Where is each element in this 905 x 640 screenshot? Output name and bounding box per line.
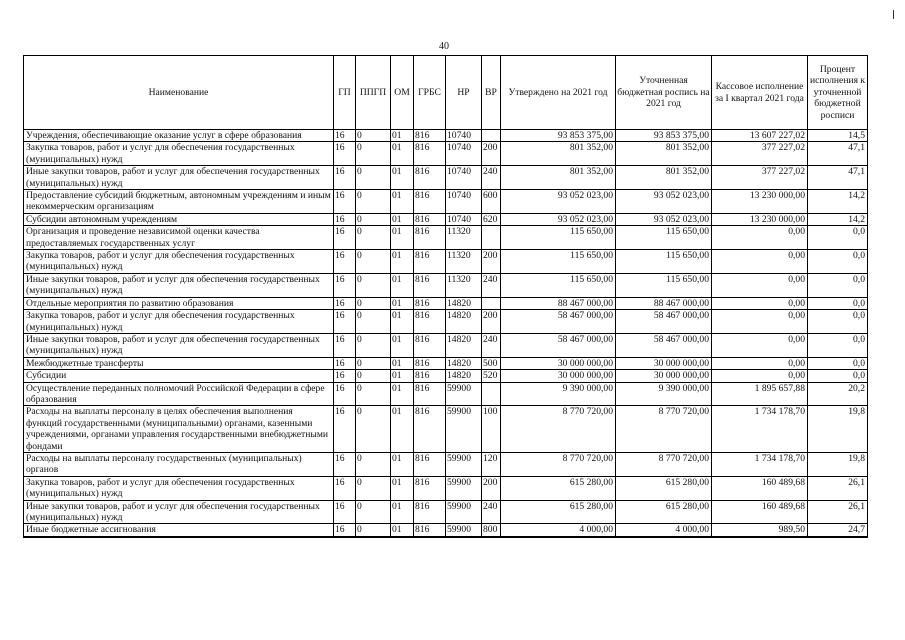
table-row (24, 142, 868, 166)
cell-grbs: 816 (414, 250, 446, 274)
cell-percent: 0,0 (808, 250, 868, 274)
cell-nr: 59900 (446, 406, 482, 453)
table-row (24, 370, 868, 382)
table-row (24, 382, 868, 406)
cell-ppgp: 0 (356, 476, 391, 500)
table-row (24, 500, 868, 524)
cell-refined: 615 280,00 (616, 500, 712, 524)
header-approved: Утверждено на 2021 год (501, 56, 616, 130)
cell-gp: 16 (334, 130, 356, 142)
cell-cash: 0,00 (712, 333, 808, 357)
cell-refined: 9 390 000,00 (616, 382, 712, 406)
cell-grbs: 816 (414, 226, 446, 250)
cell-gp: 16 (334, 357, 356, 369)
cell-ppgp: 0 (356, 452, 391, 476)
table-row (24, 226, 868, 250)
cell-cash: 13 230 000,00 (712, 190, 808, 214)
cell-om: 01 (391, 166, 414, 190)
cell-om: 01 (391, 333, 414, 357)
cell-vr (482, 130, 501, 142)
cell-percent: 14,2 (808, 190, 868, 214)
cell-approved: 93 052 023,00 (501, 190, 616, 214)
cell-cash: 160 489,68 (712, 500, 808, 524)
cell-grbs: 816 (414, 370, 446, 382)
cell-cash: 1 734 178,70 (712, 406, 808, 453)
cell-approved: 58 467 000,00 (501, 310, 616, 334)
cell-ppgp: 0 (356, 142, 391, 166)
cell-refined: 115 650,00 (616, 226, 712, 250)
cell-nr: 10740 (446, 166, 482, 190)
cell-name: Учреждения, обеспечивающие оказание услуг в сфере образования (24, 130, 334, 142)
table-row (24, 273, 868, 297)
cell-name: Закупка товаров, работ и услуг для обеспечения государственных (муниципальных) нужд (24, 250, 334, 274)
cell-vr (482, 297, 501, 309)
header-gp: ГП (334, 56, 356, 130)
cell-vr: 240 (482, 273, 501, 297)
cell-nr: 59900 (446, 476, 482, 500)
cell-approved: 115 650,00 (501, 226, 616, 250)
cell-grbs: 816 (414, 382, 446, 406)
cell-refined: 30 000 000,00 (616, 357, 712, 369)
cell-name: Межбюджетные трансферты (24, 357, 334, 369)
cell-grbs: 816 (414, 213, 446, 225)
cell-ppgp: 0 (356, 333, 391, 357)
cell-approved: 8 770 720,00 (501, 406, 616, 453)
cell-om: 01 (391, 142, 414, 166)
cell-percent: 14,5 (808, 130, 868, 142)
table-row (24, 406, 868, 453)
cell-gp: 16 (334, 142, 356, 166)
page-number: 40 (439, 41, 449, 52)
cell-ppgp: 0 (356, 406, 391, 453)
cell-nr: 59900 (446, 382, 482, 406)
cell-refined: 801 352,00 (616, 166, 712, 190)
table-row (24, 310, 868, 334)
table-row (24, 213, 868, 225)
cell-percent: 47,1 (808, 142, 868, 166)
cell-grbs: 816 (414, 452, 446, 476)
header-vr: ВР (482, 56, 501, 130)
cell-vr: 240 (482, 500, 501, 524)
cell-percent: 26,1 (808, 500, 868, 524)
cell-nr: 14820 (446, 310, 482, 334)
header-grbs: ГРБС (414, 56, 446, 130)
cell-approved: 615 280,00 (501, 500, 616, 524)
cell-gp: 16 (334, 382, 356, 406)
cell-approved: 9 390 000,00 (501, 382, 616, 406)
cell-gp: 16 (334, 213, 356, 225)
cell-om: 01 (391, 226, 414, 250)
cell-grbs: 816 (414, 310, 446, 334)
cell-approved: 8 770 720,00 (501, 452, 616, 476)
cell-refined: 58 467 000,00 (616, 310, 712, 334)
cell-gp: 16 (334, 500, 356, 524)
cell-grbs: 816 (414, 130, 446, 142)
cell-ppgp: 0 (356, 226, 391, 250)
cell-vr: 200 (482, 476, 501, 500)
cell-percent: 19,8 (808, 452, 868, 476)
cell-percent: 24,7 (808, 524, 868, 537)
cell-cash: 1 895 657,88 (712, 382, 808, 406)
header-nr: НР (446, 56, 482, 130)
cell-om: 01 (391, 476, 414, 500)
cell-cash: 0,00 (712, 297, 808, 309)
cell-name: Иные бюджетные ассигнования (24, 524, 334, 537)
cell-percent: 14,2 (808, 213, 868, 225)
cell-name: Предоставление субсидий бюджетным, автономным учреждениям и иным некоммерческим организациям (24, 190, 334, 214)
cell-percent: 47,1 (808, 166, 868, 190)
cell-refined: 93 853 375,00 (616, 130, 712, 142)
cell-grbs: 816 (414, 166, 446, 190)
cell-name: Субсидии автономным учреждениям (24, 213, 334, 225)
cell-om: 01 (391, 370, 414, 382)
cell-refined: 4 000,00 (616, 524, 712, 537)
cell-cash: 377 227,02 (712, 166, 808, 190)
cell-name: Закупка товаров, работ и услуг для обеспечения государственных (муниципальных) нужд (24, 142, 334, 166)
cell-nr: 14820 (446, 333, 482, 357)
cell-ppgp: 0 (356, 382, 391, 406)
cell-name: Иные закупки товаров, работ и услуг для обеспечения государственных (муниципальных) нужд (24, 333, 334, 357)
cell-om: 01 (391, 130, 414, 142)
cell-gp: 16 (334, 406, 356, 453)
cell-om: 01 (391, 310, 414, 334)
cell-cash: 0,00 (712, 310, 808, 334)
cell-approved: 88 467 000,00 (501, 297, 616, 309)
table-row (24, 476, 868, 500)
margin-tick-mark (893, 10, 894, 19)
table-row (24, 250, 868, 274)
cell-refined: 801 352,00 (616, 142, 712, 166)
cell-percent: 0,0 (808, 297, 868, 309)
cell-ppgp: 0 (356, 273, 391, 297)
cell-vr: 200 (482, 310, 501, 334)
cell-grbs: 816 (414, 500, 446, 524)
cell-ppgp: 0 (356, 166, 391, 190)
table-row (24, 452, 868, 476)
cell-grbs: 816 (414, 476, 446, 500)
cell-gp: 16 (334, 524, 356, 537)
cell-om: 01 (391, 297, 414, 309)
cell-name: Отдельные мероприятия по развитию образования (24, 297, 334, 309)
cell-ppgp: 0 (356, 297, 391, 309)
table-header-row (24, 56, 868, 130)
cell-refined: 8 770 720,00 (616, 452, 712, 476)
cell-gp: 16 (334, 333, 356, 357)
cell-vr (482, 382, 501, 406)
cell-cash: 377 227,02 (712, 142, 808, 166)
cell-vr: 800 (482, 524, 501, 537)
cell-name: Организация и проведение независимой оценки качества предоставляемых государственных услуг (24, 226, 334, 250)
cell-nr: 11320 (446, 226, 482, 250)
cell-vr: 240 (482, 166, 501, 190)
cell-approved: 4 000,00 (501, 524, 616, 537)
cell-approved: 30 000 000,00 (501, 357, 616, 369)
cell-vr: 500 (482, 357, 501, 369)
cell-om: 01 (391, 357, 414, 369)
cell-om: 01 (391, 250, 414, 274)
cell-ppgp: 0 (356, 190, 391, 214)
cell-om: 01 (391, 213, 414, 225)
cell-nr: 14820 (446, 357, 482, 369)
cell-gp: 16 (334, 250, 356, 274)
cell-nr: 11320 (446, 250, 482, 274)
cell-cash: 0,00 (712, 370, 808, 382)
table-row (24, 297, 868, 309)
cell-nr: 59900 (446, 500, 482, 524)
table-row (24, 130, 868, 142)
cell-nr: 59900 (446, 524, 482, 537)
cell-vr: 520 (482, 370, 501, 382)
cell-approved: 801 352,00 (501, 142, 616, 166)
cell-om: 01 (391, 452, 414, 476)
cell-percent: 26,1 (808, 476, 868, 500)
cell-om: 01 (391, 524, 414, 537)
cell-refined: 115 650,00 (616, 250, 712, 274)
cell-refined: 8 770 720,00 (616, 406, 712, 453)
header-ppgp: ППГП (356, 56, 391, 130)
cell-approved: 93 052 023,00 (501, 213, 616, 225)
cell-nr: 10740 (446, 142, 482, 166)
cell-gp: 16 (334, 370, 356, 382)
cell-approved: 801 352,00 (501, 166, 616, 190)
cell-refined: 615 280,00 (616, 476, 712, 500)
cell-om: 01 (391, 406, 414, 453)
cell-gp: 16 (334, 226, 356, 250)
cell-gp: 16 (334, 273, 356, 297)
cell-vr: 100 (482, 406, 501, 453)
cell-vr (482, 226, 501, 250)
table-row (24, 524, 868, 537)
cell-grbs: 816 (414, 142, 446, 166)
cell-om: 01 (391, 500, 414, 524)
cell-cash: 160 489,68 (712, 476, 808, 500)
cell-vr: 120 (482, 452, 501, 476)
cell-ppgp: 0 (356, 213, 391, 225)
cell-nr: 10740 (446, 130, 482, 142)
cell-gp: 16 (334, 297, 356, 309)
cell-cash: 0,00 (712, 357, 808, 369)
cell-nr: 10740 (446, 190, 482, 214)
header-refined: Уточненная бюджетная роспись на 2021 год (616, 56, 712, 130)
cell-ppgp: 0 (356, 370, 391, 382)
cell-cash: 1 734 178,70 (712, 452, 808, 476)
cell-name: Осуществление переданных полномочий Российской Федерации в сфере образования (24, 382, 334, 406)
cell-gp: 16 (334, 452, 356, 476)
cell-nr: 14820 (446, 370, 482, 382)
cell-refined: 88 467 000,00 (616, 297, 712, 309)
cell-refined: 58 467 000,00 (616, 333, 712, 357)
cell-ppgp: 0 (356, 310, 391, 334)
table-row (24, 333, 868, 357)
cell-grbs: 816 (414, 190, 446, 214)
cell-nr: 59900 (446, 452, 482, 476)
cell-percent: 0,0 (808, 226, 868, 250)
cell-grbs: 816 (414, 524, 446, 537)
cell-gp: 16 (334, 190, 356, 214)
table-row (24, 166, 868, 190)
cell-percent: 19,8 (808, 406, 868, 453)
cell-percent: 0,0 (808, 273, 868, 297)
cell-approved: 93 853 375,00 (501, 130, 616, 142)
cell-gp: 16 (334, 310, 356, 334)
header-name: Наименование (24, 56, 334, 130)
cell-name: Иные закупки товаров, работ и услуг для обеспечения государственных (муниципальных) нужд (24, 500, 334, 524)
cell-om: 01 (391, 382, 414, 406)
cell-percent: 0,0 (808, 333, 868, 357)
cell-refined: 93 052 023,00 (616, 213, 712, 225)
cell-refined: 93 052 023,00 (616, 190, 712, 214)
cell-nr: 11320 (446, 273, 482, 297)
header-om: ОМ (391, 56, 414, 130)
cell-grbs: 816 (414, 297, 446, 309)
cell-ppgp: 0 (356, 250, 391, 274)
cell-vr: 200 (482, 250, 501, 274)
cell-grbs: 816 (414, 273, 446, 297)
budget-execution-table (23, 55, 868, 538)
cell-percent: 0,0 (808, 357, 868, 369)
cell-cash: 989,50 (712, 524, 808, 537)
cell-refined: 30 000 000,00 (616, 370, 712, 382)
cell-ppgp: 0 (356, 500, 391, 524)
cell-grbs: 816 (414, 357, 446, 369)
cell-vr: 200 (482, 142, 501, 166)
cell-name: Расходы на выплаты персоналу государственных (муниципальных) органов (24, 452, 334, 476)
cell-cash: 13 607 227,02 (712, 130, 808, 142)
cell-percent: 0,0 (808, 310, 868, 334)
cell-cash: 0,00 (712, 250, 808, 274)
cell-ppgp: 0 (356, 524, 391, 537)
cell-approved: 615 280,00 (501, 476, 616, 500)
cell-ppgp: 0 (356, 130, 391, 142)
cell-approved: 30 000 000,00 (501, 370, 616, 382)
cell-approved: 58 467 000,00 (501, 333, 616, 357)
table-row (24, 357, 868, 369)
cell-name: Закупка товаров, работ и услуг для обеспечения государственных (муниципальных) нужд (24, 476, 334, 500)
cell-om: 01 (391, 273, 414, 297)
cell-grbs: 816 (414, 406, 446, 453)
cell-approved: 115 650,00 (501, 273, 616, 297)
cell-om: 01 (391, 190, 414, 214)
header-percent: Процент исполнения к уточненной бюджетной росписи (808, 56, 868, 130)
cell-nr: 14820 (446, 297, 482, 309)
table-body (24, 130, 868, 537)
cell-percent: 20,2 (808, 382, 868, 406)
cell-name: Субсидии (24, 370, 334, 382)
cell-name: Закупка товаров, работ и услуг для обеспечения государственных (муниципальных) нужд (24, 310, 334, 334)
cell-cash: 13 230 000,00 (712, 213, 808, 225)
cell-name: Иные закупки товаров, работ и услуг для обеспечения государственных (муниципальных) нужд (24, 273, 334, 297)
header-cash: Кассовое исполнение за I квартал 2021 года (712, 56, 808, 130)
cell-approved: 115 650,00 (501, 250, 616, 274)
cell-vr: 240 (482, 333, 501, 357)
table-row (24, 190, 868, 214)
cell-vr: 600 (482, 190, 501, 214)
cell-name: Расходы на выплаты персоналу в целях обеспечения выполнения функций государственными (муниципальными) органами, казенными учреждениями, органами управления государственными внебюджетными фондами (24, 406, 334, 453)
cell-grbs: 816 (414, 333, 446, 357)
cell-ppgp: 0 (356, 357, 391, 369)
cell-nr: 10740 (446, 213, 482, 225)
cell-percent: 0,0 (808, 370, 868, 382)
cell-cash: 0,00 (712, 226, 808, 250)
cell-name: Иные закупки товаров, работ и услуг для обеспечения государственных (муниципальных) нужд (24, 166, 334, 190)
cell-gp: 16 (334, 166, 356, 190)
cell-refined: 115 650,00 (616, 273, 712, 297)
cell-vr: 620 (482, 213, 501, 225)
cell-cash: 0,00 (712, 273, 808, 297)
cell-gp: 16 (334, 476, 356, 500)
